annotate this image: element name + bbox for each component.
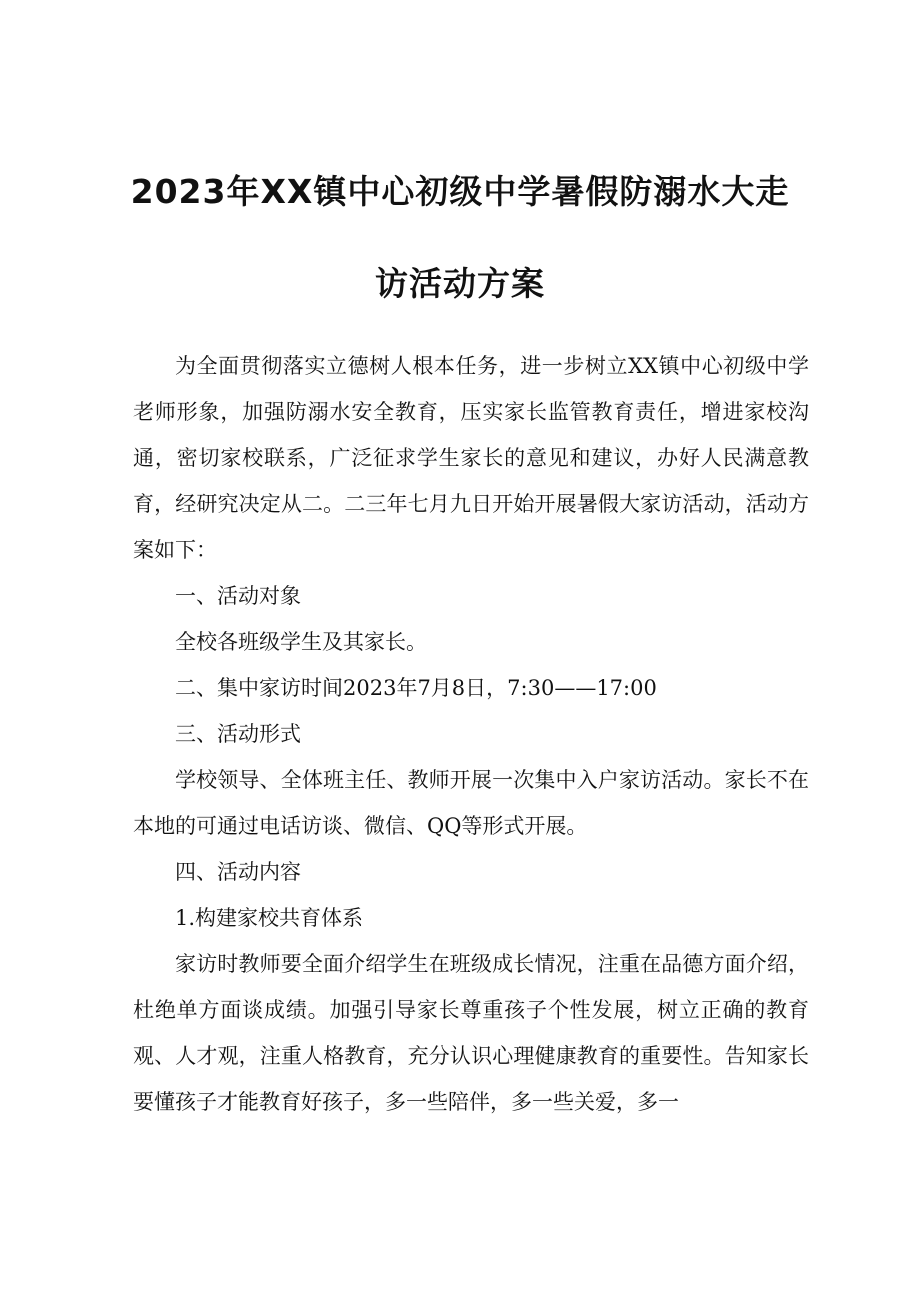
subsection-heading-home-school: 1.构建家校共育体系 (175, 906, 364, 930)
intro-paragraph: 为全面贯彻落实立德树人根本任务，进一步树立XX镇中心初级中学老师形象，加强防溺水安全教育，压实家长监管教育责任，增进家校沟通，密切家校联系，广泛征求学生家长的意见和建议，办好人民满意教育，经研究决定从二。二三年七月九日开始开展暑假大家访活动，活动方案如下： (133, 354, 809, 562)
activity-target-paragraph: 全校各班级学生及其家长。 (175, 630, 427, 654)
home-school-paragraph: 家访时教师要全面介绍学生在班级成长情况，注重在品德方面介绍，杜绝单方面谈成绩。加强引导家长尊重孩子个性发展，树立正确的教育观、人才观，注重人格教育，充分认识心理健康教育的重要性。告知家长要懂孩子才能教育好孩子，多一些陪伴，多一些关爱，多一 (133, 952, 809, 1114)
activity-form-paragraph: 学校领导、全体班主任、教师开展一次集中入户家访活动。家长不在本地的可通过电话访谈、微信、QQ等形式开展。 (133, 768, 809, 838)
document-title-line-2: 访活动方案 (375, 264, 545, 303)
section-heading-activity-target: 一、活动对象 (175, 584, 301, 608)
section-heading-activity-form: 三、活动形式 (175, 722, 301, 746)
document-body (133, 343, 809, 1125)
document-title-line-1: 2023年XX镇中心初级中学暑假防溺水大走 (130, 172, 790, 211)
section-heading-activity-content: 四、活动内容 (175, 860, 301, 884)
section-heading-visit-time: 二、集中家访时间2023年7月8日，7:30——17:00 (175, 676, 657, 700)
